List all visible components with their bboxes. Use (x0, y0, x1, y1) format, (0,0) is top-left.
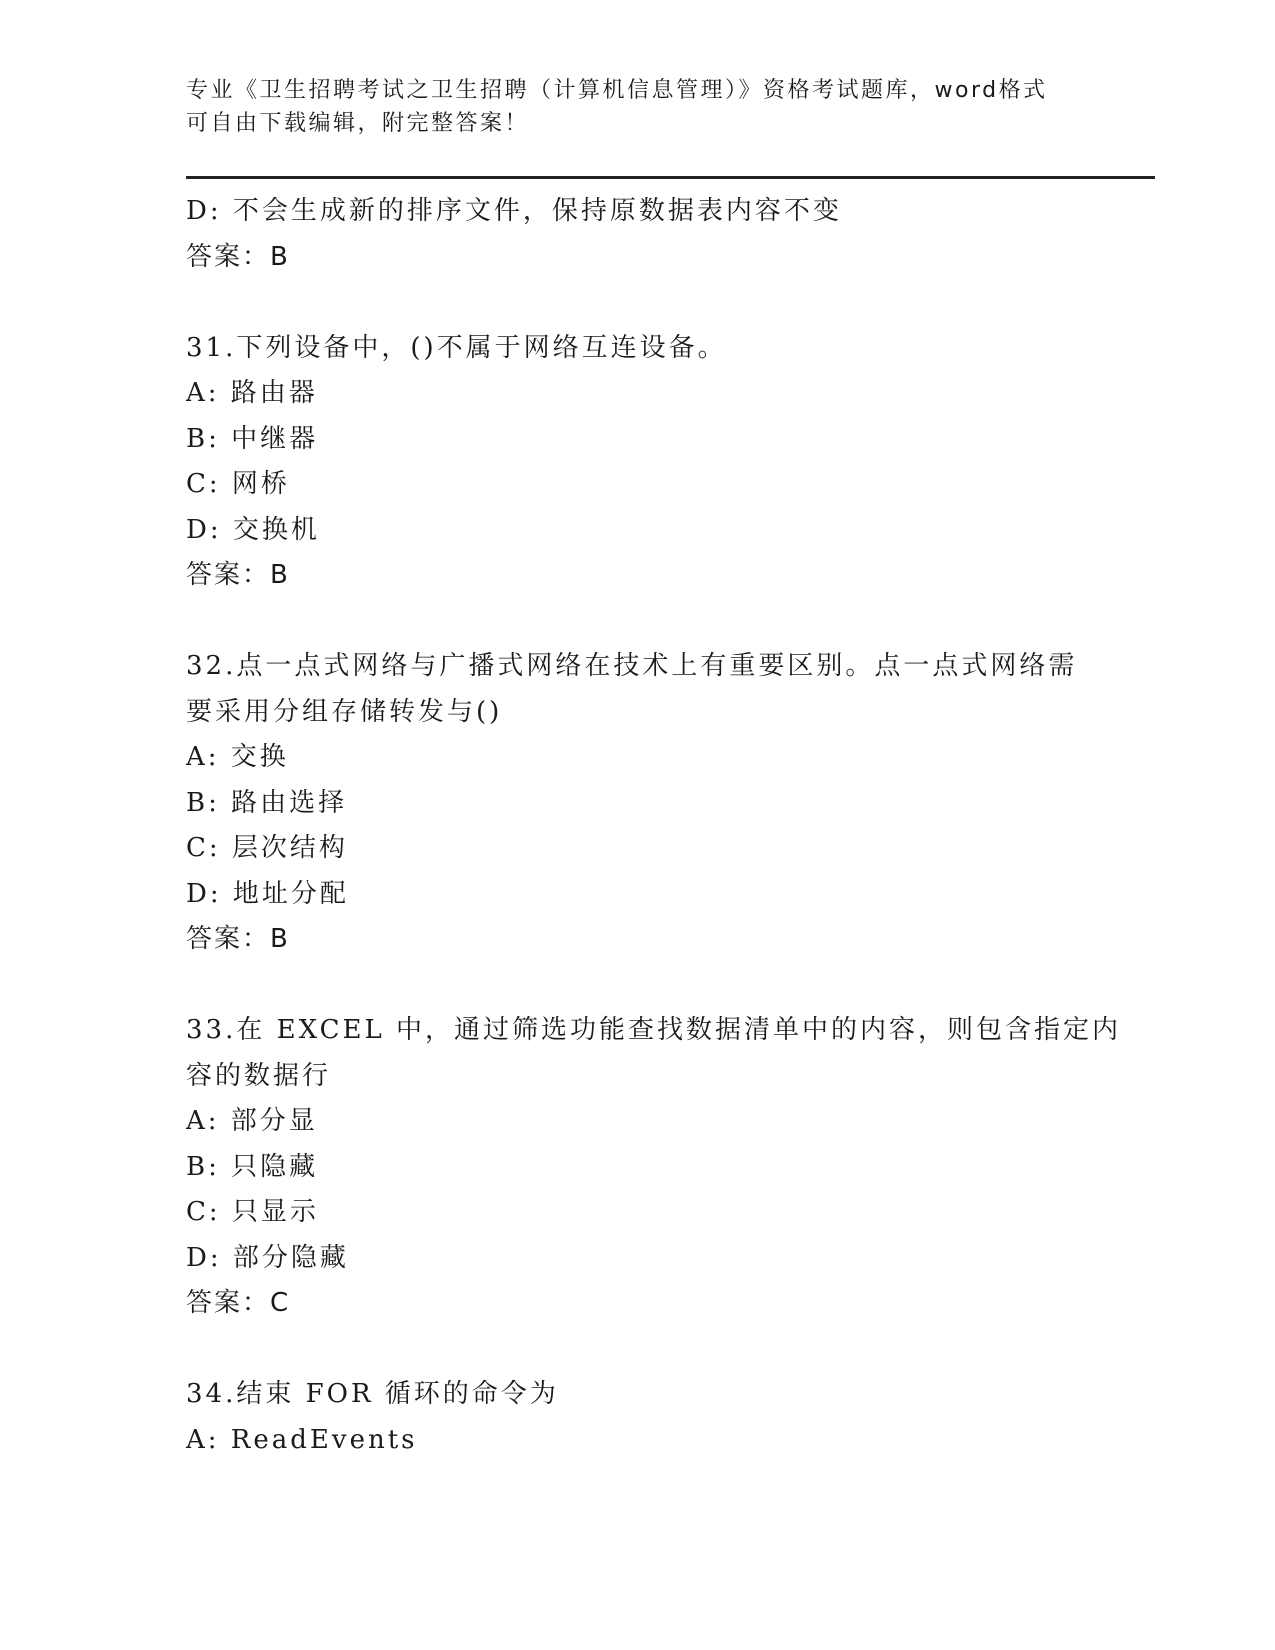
question-stem: 33.在 EXCEL 中，通过筛选功能查找数据清单中的内容，则包含指定内 (186, 1015, 1122, 1045)
option-a: A: 路由器 (186, 378, 318, 408)
question-stem-continued: 容的数据行 (186, 1060, 332, 1091)
option-a: A: ReadEvents (186, 1424, 418, 1455)
header-line-2: 可自由下载编辑，附完整答案！ (186, 111, 530, 136)
question-stem: 34.结束 FOR 循环的命令为 (186, 1379, 559, 1409)
answer-line: 答案：B (186, 924, 290, 954)
option-d: D: 交换机 (186, 514, 320, 545)
option-c: C: 只显示 (186, 1197, 319, 1227)
spacer (186, 963, 1086, 1009)
answer-line: 答案：C (186, 1288, 291, 1318)
question-32 (186, 644, 1086, 963)
option-d: D: 部分隐藏 (186, 1242, 349, 1273)
document-header (186, 74, 1066, 140)
question-stem-continued: 要采用分组存储转发与() (186, 696, 503, 727)
question-stem: 32.点一点式网络与广播式网络在技术上有重要区别。点一点式网络需 (186, 651, 1078, 681)
question-33 (186, 1008, 1122, 1327)
option-d: D: 地址分配 (186, 878, 349, 909)
header-line-1: 专业《卫生招聘考试之卫生招聘（计算机信息管理）》资格考试题库，word格式 (186, 78, 1048, 103)
question-34 (186, 1372, 1086, 1463)
option-a: A: 部分显 (186, 1106, 318, 1136)
option-a: A: 交换 (186, 742, 289, 772)
spacer (186, 599, 1086, 645)
option-b: B: 中继器 (186, 423, 319, 454)
option-c: C: 层次结构 (186, 833, 348, 863)
option-b: B: 路由选择 (186, 787, 348, 818)
option-d: D: 不会生成新的排序文件，保持原数据表内容不变 (186, 196, 842, 226)
option-b: B: 只隐藏 (186, 1151, 319, 1182)
question-31 (186, 326, 1086, 599)
spacer (186, 1327, 1086, 1373)
answer-line: 答案：B (186, 560, 290, 590)
question-content (186, 189, 1122, 1463)
header-divider (186, 176, 1155, 179)
answer-line: 答案：B (186, 241, 290, 272)
option-c: C: 网桥 (186, 469, 290, 499)
question-stem: 31.下列设备中，()不属于网络互连设备。 (186, 332, 727, 363)
spacer (186, 280, 1086, 326)
